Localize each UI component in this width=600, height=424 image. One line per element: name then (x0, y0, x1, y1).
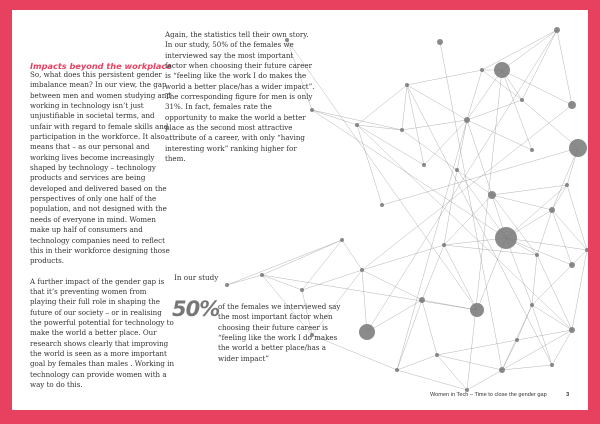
network-line (502, 30, 557, 70)
network-node (225, 283, 229, 287)
network-line (407, 70, 482, 85)
network-node (464, 117, 470, 123)
network-node (530, 148, 534, 152)
network-line (552, 330, 572, 365)
network-line (357, 125, 424, 165)
stat-label: In our study (174, 273, 219, 282)
network-node (565, 183, 569, 187)
network-node (520, 98, 524, 102)
network-line (407, 85, 552, 365)
network-line (382, 148, 578, 205)
network-line (537, 210, 552, 255)
network-line (437, 355, 467, 390)
paragraph: Again, the statistics tell their own story. In our study, 50% of the females we interviewed say the most important factor when choosing their future career is “feeling like the work I do makes the world a better place/has a wider impact”. The corresponding figure for men is only 31%. In fact, females rate the opportunity to make the world a better place as the second most attractive attribute of a career, with only “having interesting work” ranking higher for them. (165, 30, 315, 164)
network-line (357, 125, 572, 330)
network-line (467, 70, 482, 120)
network-node (554, 27, 560, 33)
network-line (522, 30, 557, 100)
network-line (302, 270, 362, 290)
network-line (552, 185, 567, 210)
network-node (437, 39, 443, 45)
network-line (397, 370, 467, 390)
network-line (440, 42, 502, 370)
stat-value: 50% (172, 297, 220, 321)
network-line (397, 120, 467, 370)
network-line (397, 355, 437, 370)
network-node (494, 62, 510, 78)
network-node (488, 191, 496, 199)
network-line (552, 148, 578, 210)
footer-title: Women in Tech – Time to close the gender gap (430, 392, 547, 398)
network-line (467, 370, 502, 390)
network-line (262, 240, 342, 275)
network-line (312, 110, 357, 125)
network-line (537, 255, 572, 330)
network-line (552, 210, 572, 265)
network-line (367, 30, 557, 332)
paragraph: So, what does this persistent gender imbalance mean? In our view, the gap between men and women studying and working in technology isn’t just unjustifiable in societal terms, and unfair with regard to female skills and participation in the workforce. It also means that – as our personal and working lives become increasingly shaped by technology – technology products and services are being developed and delivered based on the perspectives of only one half of the population, and not designed with the needs of everyone in mind. Women make up half of consumers and technology companies need to reflect this in their workforce designing those products. (30, 70, 171, 266)
network-node (568, 101, 576, 109)
paragraph: A further impact of the gender gap is that it’s preventing women from playing their full role in shaping the future of our society – or in realising the powerful potential for technology to make the world a better place. Our research shows clearly that improving the world is seen as a more important goal by females than males . Working in technology can provide women with a way to do this. (30, 276, 175, 389)
network-node (300, 288, 304, 292)
network-node (435, 353, 439, 357)
network-line (532, 250, 587, 305)
network-line (357, 85, 407, 125)
network-line (422, 245, 444, 300)
network-line (506, 185, 567, 238)
network-line (492, 195, 552, 210)
network-line (482, 30, 557, 70)
network-line (467, 70, 502, 120)
network-line (457, 120, 467, 170)
network-node (405, 83, 409, 87)
network-line (467, 100, 522, 120)
network-node (530, 303, 534, 307)
network-line (567, 185, 587, 250)
network-node (359, 324, 375, 340)
network-line (502, 305, 532, 370)
network-line (532, 255, 537, 305)
network-line (552, 210, 587, 250)
network-node (360, 268, 364, 272)
network-node (400, 128, 404, 132)
accent-sidebar (588, 10, 600, 414)
network-line (227, 275, 262, 285)
network-node (569, 139, 587, 157)
network-node (395, 368, 399, 372)
network-node (455, 168, 459, 172)
network-node (535, 253, 539, 257)
network-node (260, 273, 264, 277)
article-column-1 (30, 59, 175, 400)
network-line (402, 85, 407, 130)
page-number: 3 (566, 392, 570, 398)
network-node (569, 327, 575, 333)
network-node (549, 207, 555, 213)
network-node (515, 338, 519, 342)
network-line (402, 120, 467, 130)
network-line (467, 120, 492, 195)
network-node (380, 203, 384, 207)
section-heading: Impacts beyond the workplace (30, 61, 172, 71)
page (12, 10, 588, 410)
network-line (312, 110, 506, 238)
network-node (422, 163, 426, 167)
network-node (419, 297, 425, 303)
network-node (442, 243, 446, 247)
network-node (569, 262, 575, 268)
network-line (402, 130, 457, 170)
network-line (492, 185, 567, 195)
network-line (227, 240, 342, 285)
network-node (550, 363, 554, 367)
network-line (422, 300, 437, 355)
network-node (470, 303, 484, 317)
network-line (572, 250, 587, 330)
network-line (502, 70, 572, 105)
network-node (480, 68, 484, 72)
network-line (444, 245, 477, 310)
network-line (367, 300, 422, 332)
network-line (362, 270, 422, 300)
network-line (397, 300, 422, 370)
network-node (495, 227, 517, 249)
network-line (342, 240, 362, 270)
network-node (340, 238, 344, 242)
network-line (557, 30, 572, 105)
article-column-2 (165, 30, 315, 174)
accent-bottom-bar (0, 410, 600, 424)
network-line (532, 305, 552, 365)
stat-description: of the females we interviewed say the most important factor when choosing their future career is “feeling like the work I do makes the world a better place/has a wider impact” (218, 302, 341, 363)
network-line (437, 340, 517, 355)
network-node (355, 123, 359, 127)
network-node (499, 367, 505, 373)
network-line (362, 270, 367, 332)
network-line (287, 40, 477, 310)
network-line (362, 245, 444, 270)
network-line (506, 238, 587, 250)
network-line (407, 85, 424, 165)
